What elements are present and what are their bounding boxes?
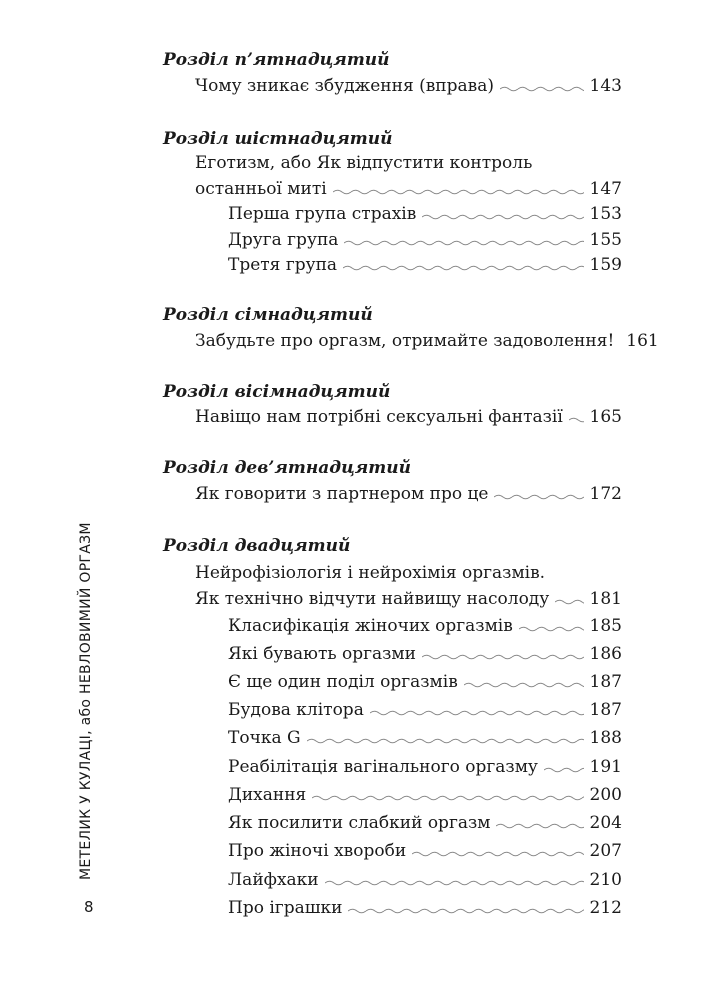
entry-page: 147 (589, 179, 622, 199)
toc-entry[interactable] (228, 644, 622, 670)
wavy-leader (422, 212, 583, 222)
entry-title: Як говорити з партнером про це (195, 484, 489, 504)
entry-title: Навіщо нам потрібні сексуальні фантазії (195, 407, 563, 427)
entry-title: Про іграшки (228, 898, 343, 918)
entry-title: Чому зникає збудження (вправа) (195, 76, 494, 96)
entry-page: 161 (626, 331, 659, 351)
wavy-leader (312, 793, 583, 803)
toc-entry[interactable] (195, 484, 622, 510)
entry-title: Про жіночі хвороби (228, 841, 407, 861)
entry-title: Реабілітація вагінального оргазму (228, 757, 538, 777)
entry-title: Перша група страхів (228, 204, 417, 224)
entry-page: 172 (589, 484, 622, 504)
entry-page: 200 (589, 785, 622, 805)
toc-entry[interactable] (228, 255, 622, 281)
toc-entry[interactable] (228, 672, 622, 698)
entry-title: Класифікація жіночих оргазмів (228, 616, 513, 636)
wavy-leader (496, 821, 583, 831)
toc-entry[interactable] (228, 813, 622, 839)
wavy-leader (333, 187, 584, 197)
entry-title: Як технічно відчути найвищу насолоду (195, 589, 550, 609)
entry-page: 210 (589, 870, 622, 890)
toc-entry[interactable] (228, 616, 622, 642)
entry-title: Є ще один поділ оргазмів (228, 672, 458, 692)
wavy-leader (464, 680, 584, 690)
entry-page: 207 (589, 841, 622, 861)
entry-title-first-line[interactable]: Нейрофізіологія і нейрохімія оргазмів. (195, 563, 546, 583)
entry-title: Третя група (228, 255, 338, 275)
wavy-leader (519, 624, 584, 634)
entry-title: Будова клітора (228, 700, 364, 720)
section-title: Розділ шістнадцятий (163, 129, 393, 149)
entry-page: 155 (589, 230, 622, 250)
wavy-leader (325, 878, 584, 888)
toc-entry[interactable] (195, 76, 622, 102)
section-title: Розділ сімнадцятий (163, 305, 373, 325)
wavy-leader (412, 849, 583, 859)
toc-entry[interactable] (228, 728, 622, 754)
running-title: МЕТЕЛИК У КУЛАЦІ, або НЕВЛОВИМИЙ ОРГАЗМ (78, 522, 94, 880)
entry-title: Як посилити слабкий оргазм (228, 813, 491, 833)
toc-entry[interactable] (228, 898, 622, 924)
page-number: 8 (84, 898, 94, 916)
wavy-leader (494, 492, 583, 502)
toc-entry[interactable] (228, 870, 622, 896)
wavy-leader (344, 238, 583, 248)
wavy-leader (307, 736, 584, 746)
section-title: Розділ дев’ятнадцятий (163, 458, 411, 478)
entry-page: 187 (589, 672, 622, 692)
toc-entry[interactable] (195, 407, 622, 433)
entry-page: 185 (589, 616, 622, 636)
entry-title: Лайфхаки (228, 870, 319, 890)
entry-page: 181 (589, 589, 622, 609)
entry-page: 204 (589, 813, 622, 833)
toc-entry[interactable] (228, 785, 622, 811)
wavy-leader (343, 263, 583, 273)
entry-title: Забудьте про оргазм, отримайте задоволення! (195, 331, 615, 351)
wavy-leader (555, 597, 583, 607)
entry-title: Точка G (228, 728, 301, 748)
entry-title: Друга група (228, 230, 339, 250)
entry-page: 212 (589, 898, 622, 918)
entry-page: 191 (589, 757, 622, 777)
toc-entry[interactable] (195, 179, 622, 205)
wavy-leader (348, 906, 583, 916)
wavy-leader (422, 652, 584, 662)
entry-page: 165 (589, 407, 622, 427)
entry-title: Які бувають оргазми (228, 644, 416, 664)
entry-title: Дихання (228, 785, 307, 805)
toc-entry[interactable] (228, 757, 622, 783)
entry-title-first-line[interactable]: Еготизм, або Як відпустити контроль (195, 153, 533, 173)
toc-entry[interactable] (228, 841, 622, 867)
section-title: Розділ двадцятий (163, 536, 351, 556)
entry-title: останньої миті (195, 179, 327, 199)
section-title: Розділ вісімнадцятий (163, 382, 391, 402)
entry-page: 143 (589, 76, 622, 96)
toc-entry[interactable] (195, 331, 659, 357)
toc-entry[interactable] (195, 589, 622, 615)
wavy-leader (569, 415, 584, 425)
entry-page: 153 (589, 204, 622, 224)
entry-page: 159 (589, 255, 622, 275)
wavy-leader (500, 84, 584, 94)
toc-entry[interactable] (228, 700, 622, 726)
entry-page: 188 (589, 728, 622, 748)
wavy-leader (370, 708, 584, 718)
wavy-leader (544, 765, 584, 775)
toc-entry[interactable] (228, 230, 622, 256)
entry-page: 187 (589, 700, 622, 720)
entry-page: 186 (589, 644, 622, 664)
section-title: Розділ п’ятнадцятий (163, 50, 390, 70)
toc-entry[interactable] (228, 204, 622, 230)
